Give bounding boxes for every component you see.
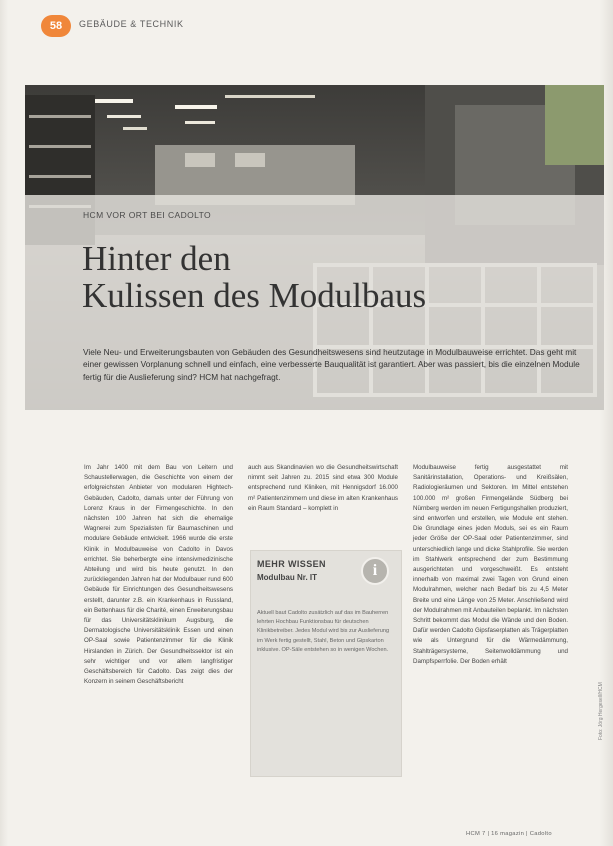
page-footer: HCM 7 | 16 magazin | Cadolto	[466, 831, 552, 837]
headline-line-1: Hinter den	[82, 239, 231, 278]
page-number-badge: 58	[41, 15, 71, 37]
article-kicker: HCM VOR ORT BEI CADOLTO	[83, 210, 212, 220]
body-column-2: auch aus Skandinavien wo die Gesundheitswirtschaft nimmt seit Jahren zu. 2015 sind etwa 300 Module entsprechend rund Kliniken, mit Hennigsdorf 16.000 m² Patientenzimmern und diese im alten Krankenhaus ein Raum Standard – komplett in	[248, 464, 398, 512]
article-lead: Viele Neu- und Erweiterungsbauten von Gebäuden des Gesundheitswesens sind heutzutage in Modulbauweise errichtet. Das geht mit einer gewissen Vorplanung schnell und einfach, eine verbesserte Bauqualität ist garantiert. Aber was passiert, bis die einzelnen Module fertig für die Auslieferung sind? HCM hat nachgefragt.	[83, 347, 580, 382]
info-box-text: Aktuell baut Cadolto zusätzlich auf das im Bauherren lehrten Hochbau Funktionsbau für deutschen Klinikbetreiber. Jedes Modul wird bis zur Auslieferung im Werk fertig gestellt, Stahl, Beton und Gipskarton inklusive. OP-Säle entstehen so in wenigen Wochen.	[257, 610, 390, 653]
info-box	[250, 550, 402, 777]
section-label: GEBÄUDE & TECHNIK	[79, 19, 184, 29]
article-headline	[82, 240, 426, 314]
headline-line-2: Kulissen des Modulbaus	[82, 276, 427, 315]
body-column-1: Im Jahr 1400 mit dem Bau von Leitern und Schaustellerwagen, die Geschichte von einem der erfolgreichsten Anbieter von modularen Hightech-Gebäuden, Cadolto, damals unter der Führung von Lorenz Kraus in der Firmengeschichte. In den nächsten 100 Jahren hat sich die ehemalige Wagnerei zum Spezialisten für Baumaschinen und modulare Gebäude entwickelt. 1966 wurde die erste Klinik in Modulbauweise von Cadolto in Davos errichtet. Sie beherbergte eine intensivmedizinische Abteilung und wird bis heute genutzt. In den zurückliegenden Jahren hat der Modulbauer rund 600 Gebäude für Einrichtungen des Gesundheitswesens erstellt, darunter z.B. ein Krankenhaus in Russland, ein Bettenhaus für die Charité, einen Erweiterungsbau für das Universitätsklinikum Augsburg, die Dermatologische Universitätsklinik Essen und einen OP-Saal sowie Patientenzimmer für die Klinik Hirslanden in Zürich. Der Gesundheitssektor ist ein sehr wichtiger und vor allem langfristiger Geschäftsbereich für Cadolto. Das zeigt dies der Konzern in seinem Geschäftsbericht	[84, 464, 233, 686]
info-box-title: MEHR WISSEN	[257, 559, 326, 569]
photo-credit: Foto: Jörg Hergesell/HCM	[598, 682, 604, 740]
body-column-3: Modulbauweise fertig ausgestattet mit Sanitärinstallation, Operations- und Kreißsälen, Radiologieräumen und Sektoren. Im Mittel entstehen 100.000 m² großen Firmengelände Südberg bei Nürnberg werden im neuen Fertigungshallen produziert, sind entworfen und erstellen, wie Module ent stehen. Die Grundlage eines jeden Moduls, sei es ein Raum jeder Größe der OP-Saal oder Patientenzimmer, sind unterschiedlich lange und dicke Stahlprofile. Sie werden im Stahlwerk entsprechend der zum Bestimmung ausgerichteten und vorgeschweißt. Es entsteht innerhalb von maximal zwei Tagen von Grund einen Modulrahmen, welcher nach Bedarf bis zu 4,5 Meter Breite und eine Länge von 25 Meter. Anschließend wird der Modulrahmen mit Anbauteilen beplankt. Im nächsten Schritt bekommt das Modul die Wände und den Boden. Dafür werden Cadolto Gipsfaserplatten als Trägerplatten wie als Untergrund für die Wärmedämmung, Stahlträgersysteme, Seitenwolldämmung und Dampfsperrfolie. Der Boden erhält	[413, 464, 568, 665]
info-icon: i	[361, 557, 389, 585]
info-box-subtitle: Modulbau Nr. IT	[257, 573, 317, 582]
